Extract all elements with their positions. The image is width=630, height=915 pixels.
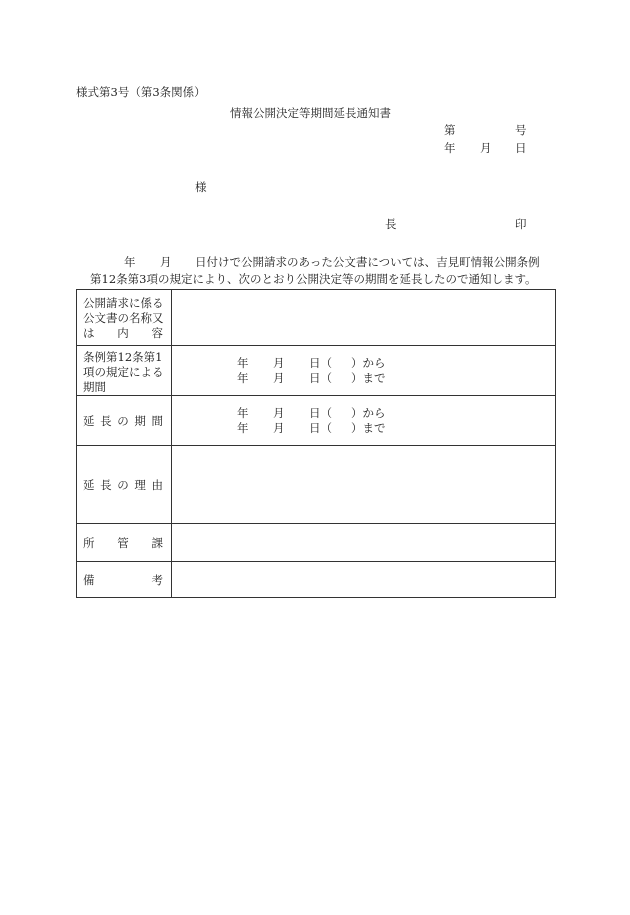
value-extension-period[interactable] [172, 396, 555, 445]
label-char: 管 [117, 536, 129, 550]
period-day: 日（ [309, 356, 332, 370]
label-char: 長 [100, 414, 112, 428]
label-char: 延 [83, 478, 95, 492]
label-char: 課 [151, 536, 163, 550]
value-department[interactable] [172, 524, 555, 561]
label-line: 期間 [83, 380, 106, 394]
label-line [83, 414, 163, 428]
period-day: 日（ [309, 406, 332, 420]
row-department [77, 524, 555, 562]
label-char: 間 [151, 414, 163, 428]
seal-mark: 印 [515, 217, 527, 231]
period-until-suffix: ）まで [351, 421, 386, 435]
label-char: の [117, 414, 129, 428]
row-extension-period [77, 396, 555, 446]
label-char: 理 [134, 478, 146, 492]
row-original-period [77, 346, 555, 396]
label-remarks [77, 562, 172, 598]
value-remarks[interactable] [172, 562, 555, 598]
period-month: 月 [273, 356, 285, 370]
label-original-period [77, 346, 172, 395]
label-char: 期 [134, 414, 146, 428]
label-char: 延 [83, 414, 95, 428]
body-month: 月 [160, 255, 172, 269]
period-year: 年 [237, 421, 249, 435]
doc-no-prefix: 第 [444, 123, 456, 137]
form-number: 様式第3号（第3条関係） [76, 85, 206, 99]
period-from [237, 356, 386, 370]
label-line [83, 536, 163, 550]
label-line: 条例第12条第1 [83, 350, 163, 364]
label-extension-reason [77, 446, 172, 523]
extension-table [76, 289, 556, 598]
row-extension-reason [77, 446, 555, 524]
period-month: 月 [273, 421, 285, 435]
label-line: 項の規定による [83, 365, 164, 379]
label-char: 所 [83, 536, 95, 550]
period-from [237, 406, 386, 420]
label-line: 公開請求に係る [83, 296, 164, 310]
period-from-suffix: ）から [351, 406, 386, 420]
label-char: の [117, 478, 129, 492]
document-title: 情報公開決定等期間延長通知書 [230, 106, 391, 120]
period-until-suffix: ）まで [351, 371, 386, 385]
label-char: 考 [151, 573, 163, 587]
row-remarks [77, 562, 555, 598]
value-document-name[interactable] [172, 290, 555, 345]
date-year: 年 [444, 141, 456, 155]
body-year: 年 [124, 255, 136, 269]
period-year: 年 [237, 406, 249, 420]
period-year: 年 [237, 356, 249, 370]
body-line2: 第12条第3項の規定により、次のとおり公開決定等の期間を延長したので通知します。 [90, 272, 537, 286]
label-char: 長 [100, 478, 112, 492]
label-char: 容 [151, 326, 163, 340]
label-line [83, 573, 163, 587]
label-char: 由 [151, 478, 163, 492]
label-char: 備 [83, 573, 95, 587]
label-department [77, 524, 172, 561]
period-from-suffix: ）から [351, 356, 386, 370]
label-char: は [83, 326, 95, 340]
period-year: 年 [237, 371, 249, 385]
period-day: 日（ [309, 421, 332, 435]
value-extension-reason[interactable] [172, 446, 555, 523]
value-original-period[interactable] [172, 346, 555, 395]
period-month: 月 [273, 406, 285, 420]
label-extension-period [77, 396, 172, 445]
period-until [237, 421, 386, 435]
addressee-suffix: 様 [195, 180, 207, 194]
date-day: 日 [515, 141, 527, 155]
sender-title: 長 [385, 217, 397, 231]
label-char: 内 [117, 326, 129, 340]
label-line [83, 326, 163, 340]
period-month: 月 [273, 371, 285, 385]
doc-no-suffix: 号 [515, 123, 527, 137]
period-day: 日（ [309, 371, 332, 385]
label-document-name [77, 290, 172, 345]
row-document-name [77, 290, 555, 346]
label-line [83, 478, 163, 492]
period-until [237, 371, 386, 385]
body-line1: 日付けで公開請求のあった公文書については、吉見町情報公開条例 [195, 255, 540, 269]
date-month: 月 [480, 141, 492, 155]
label-line: 公文書の名称又 [83, 311, 164, 325]
